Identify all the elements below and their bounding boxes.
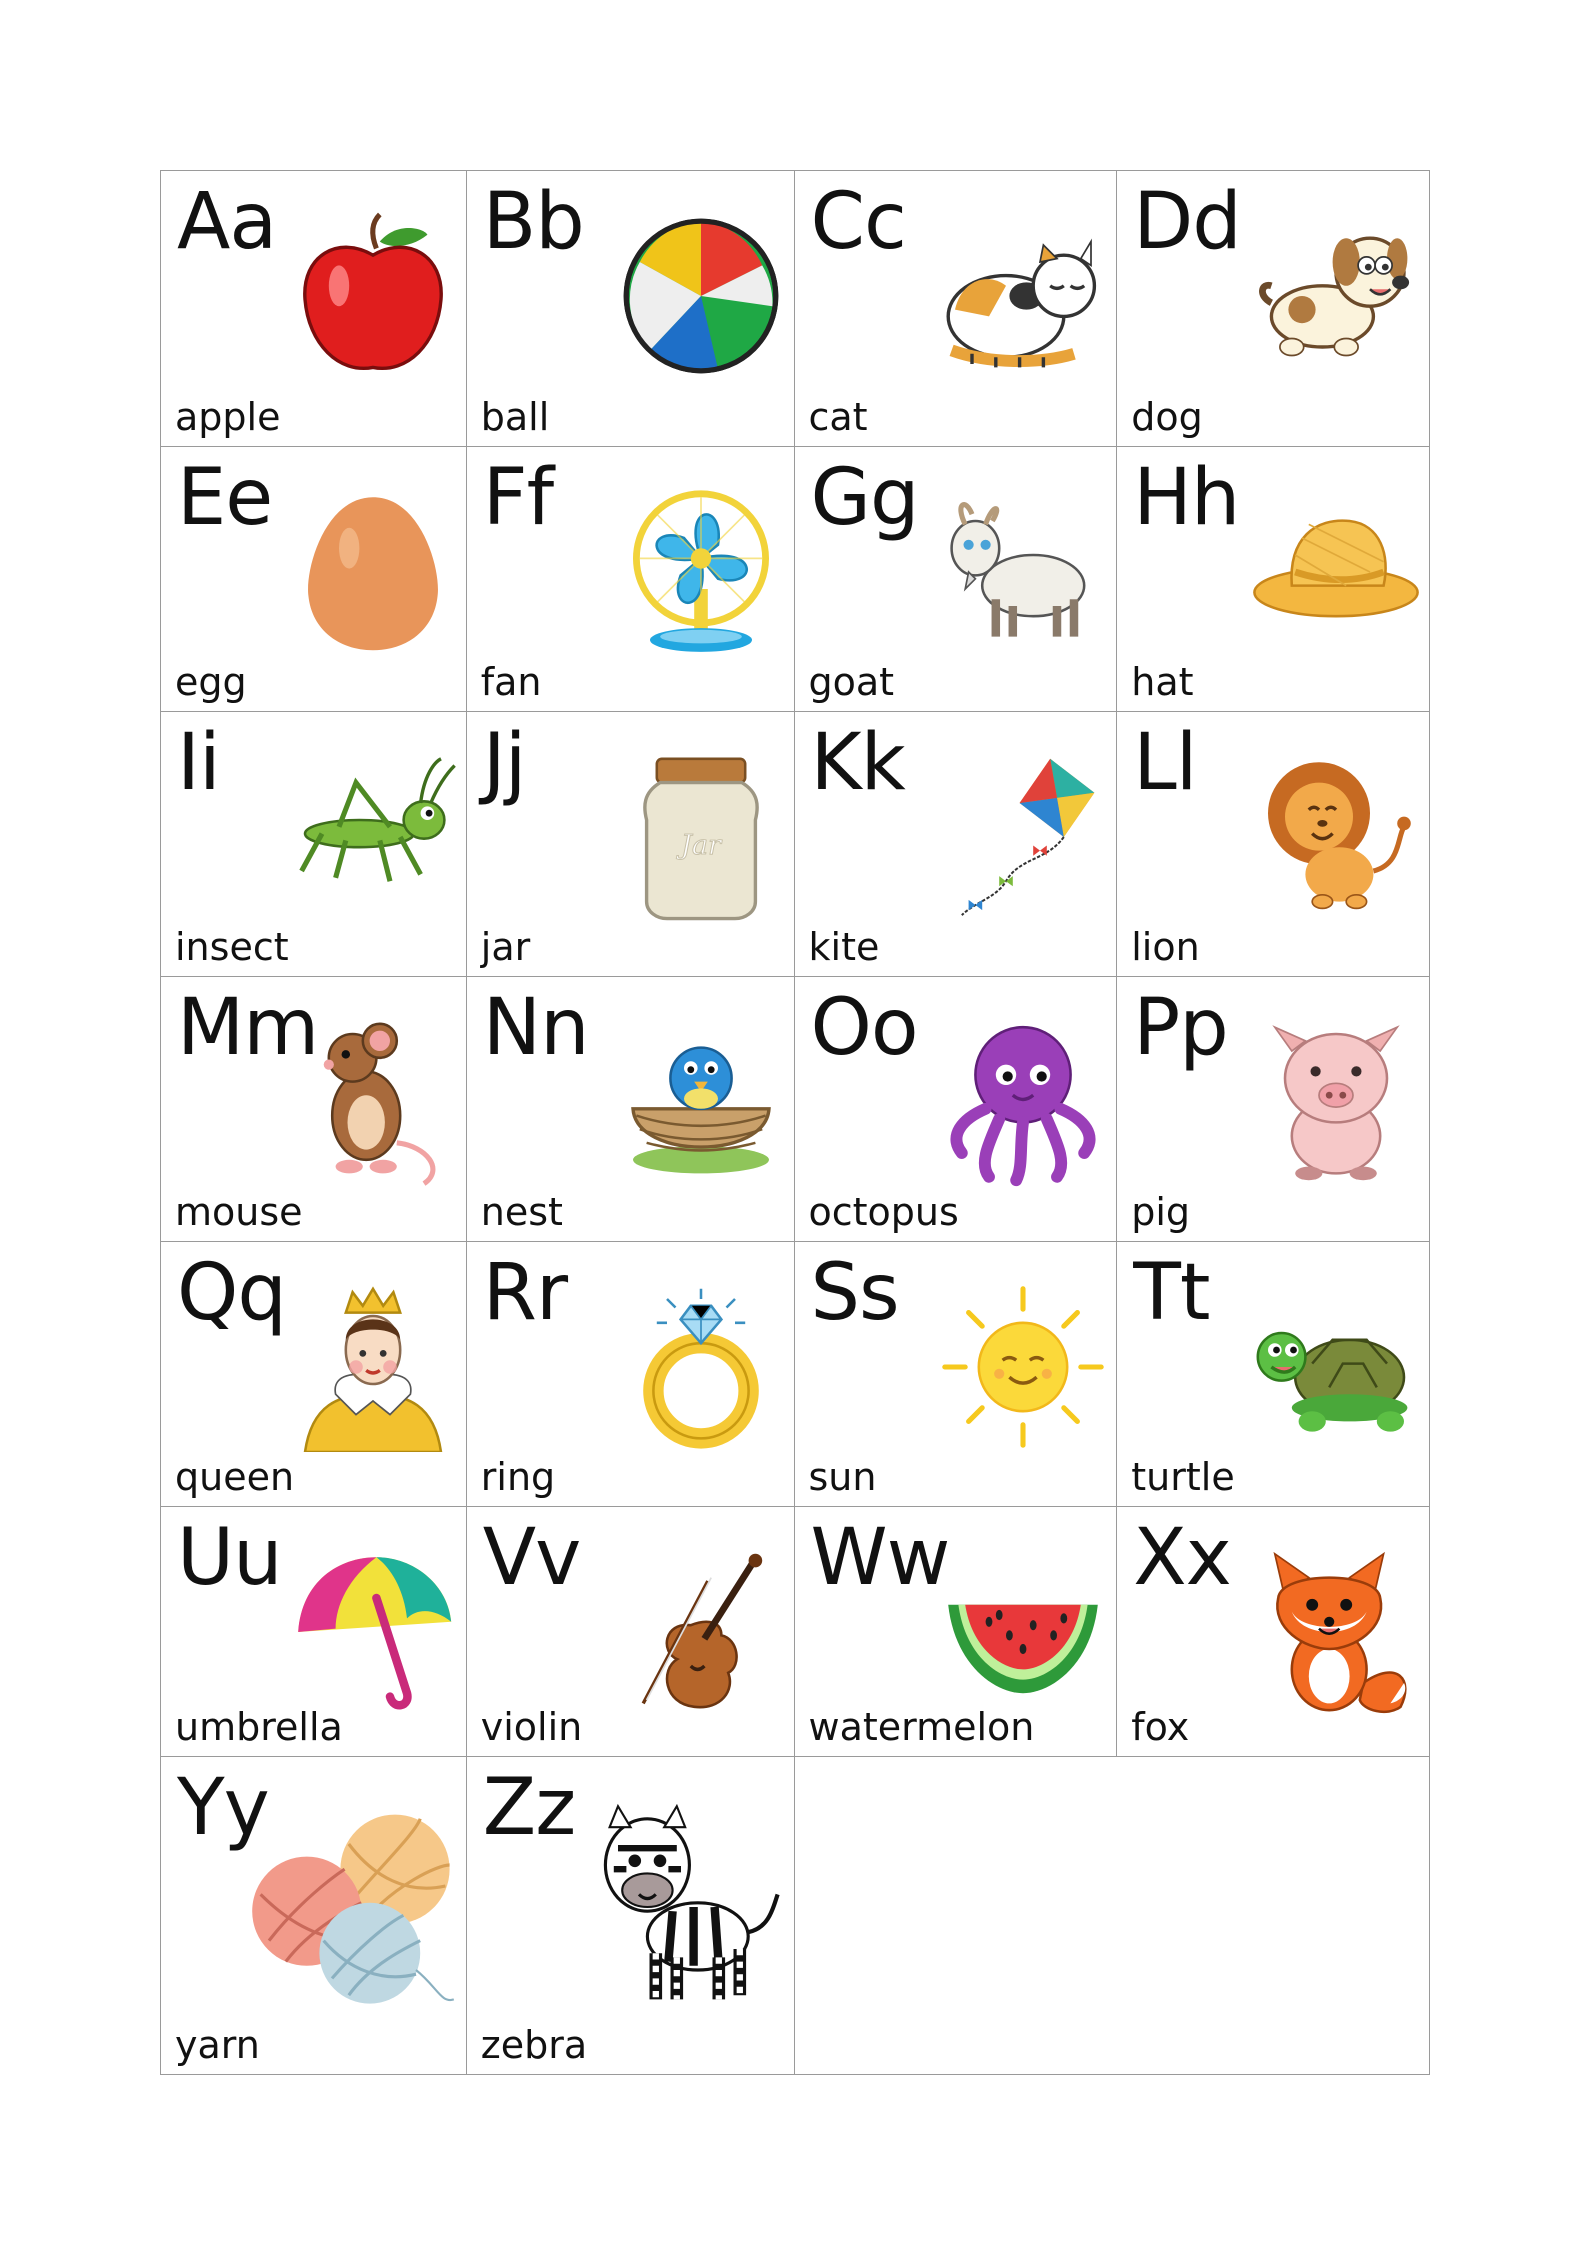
svg-text:Jar: Jar	[680, 830, 721, 861]
ring-icon	[616, 1282, 786, 1452]
letter-card-violin	[467, 1506, 795, 1756]
sun-icon	[938, 1282, 1108, 1452]
letter-card-ball	[467, 170, 795, 446]
letter-card-egg	[161, 446, 467, 711]
card-letters: Bb	[482, 177, 584, 267]
card-letters: Ll	[1133, 718, 1197, 808]
card-word: zebra	[480, 2023, 588, 2067]
chart-row	[160, 976, 1430, 1241]
card-letters: Oo	[810, 983, 918, 1073]
card-word: insect	[175, 925, 289, 969]
letter-card-hat	[1117, 446, 1430, 711]
alphabet-chart	[160, 170, 1430, 2075]
card-word: pig	[1131, 1190, 1191, 1234]
letter-card-queen	[161, 1241, 467, 1506]
card-word: umbrella	[175, 1705, 343, 1749]
card-letters: Jj	[482, 718, 526, 808]
kite-icon	[938, 752, 1108, 922]
card-letters: Nn	[482, 983, 589, 1073]
letter-card-fox	[1117, 1506, 1430, 1756]
card-letters: Ff	[482, 453, 554, 543]
card-word: violin	[480, 1705, 583, 1749]
fox-icon	[1251, 1547, 1421, 1717]
chart-row	[160, 711, 1430, 976]
egg-icon	[288, 487, 458, 657]
empty-cell	[1117, 1756, 1430, 2075]
card-word: queen	[175, 1455, 295, 1499]
card-letters: Cc	[810, 177, 906, 267]
fan-icon	[616, 487, 786, 657]
chart-row	[160, 1506, 1430, 1756]
card-word: mouse	[175, 1190, 303, 1234]
card-word: fan	[480, 660, 542, 704]
umbrella-icon	[288, 1547, 458, 1717]
letter-card-insect	[161, 711, 467, 976]
apple-icon	[288, 211, 458, 381]
letter-card-octopus	[795, 976, 1118, 1241]
letter-card-lion	[1117, 711, 1430, 976]
card-word: octopus	[808, 1190, 959, 1234]
card-letters: Ww	[810, 1513, 950, 1603]
nest-icon	[616, 1017, 786, 1187]
letter-card-turtle	[1117, 1241, 1430, 1506]
card-letters: Dd	[1133, 177, 1241, 267]
goat-icon	[938, 487, 1108, 657]
card-word: turtle	[1131, 1455, 1235, 1499]
card-letters: Zz	[482, 1763, 576, 1853]
card-letters: Yy	[177, 1763, 269, 1853]
card-letters: Rr	[482, 1248, 568, 1338]
card-letters: Hh	[1133, 453, 1240, 543]
card-word: goat	[808, 660, 895, 704]
turtle-icon	[1251, 1282, 1421, 1452]
card-word: apple	[175, 395, 281, 439]
card-word: nest	[480, 1190, 563, 1234]
card-word: kite	[808, 925, 880, 969]
card-word: dog	[1131, 395, 1203, 439]
cat-icon	[938, 211, 1108, 381]
queen-icon	[288, 1282, 458, 1452]
card-letters: Xx	[1133, 1513, 1231, 1603]
card-word: jar	[480, 925, 531, 969]
card-letters: Kk	[810, 718, 905, 808]
letter-card-fan	[467, 446, 795, 711]
card-letters: Ee	[177, 453, 273, 543]
zebra-icon	[576, 1787, 786, 2027]
letter-card-zebra	[467, 1756, 795, 2075]
card-word: cat	[808, 395, 868, 439]
card-word: hat	[1131, 660, 1194, 704]
letter-card-nest	[467, 976, 795, 1241]
violin-icon	[616, 1547, 786, 1717]
card-letters: Ii	[177, 718, 220, 808]
card-letters: Vv	[482, 1513, 581, 1603]
letter-card-pig	[1117, 976, 1430, 1241]
insect-icon	[288, 752, 458, 922]
card-letters: Mm	[177, 983, 319, 1073]
octopus-icon	[938, 1017, 1108, 1187]
letter-card-mouse	[161, 976, 467, 1241]
card-letters: Qq	[177, 1248, 286, 1338]
letter-card-yarn	[161, 1756, 467, 2075]
chart-row	[160, 170, 1430, 446]
letter-card-cat	[795, 170, 1118, 446]
letter-card-kite	[795, 711, 1118, 976]
card-letters: Tt	[1133, 1248, 1210, 1338]
dog-icon	[1251, 211, 1421, 381]
yarn-icon	[248, 1787, 458, 2027]
hat-icon	[1251, 487, 1421, 657]
chart-row	[160, 1756, 1430, 2075]
letter-card-watermelon	[795, 1506, 1118, 1756]
card-letters: Ss	[810, 1248, 899, 1338]
pig-icon	[1251, 1017, 1421, 1187]
card-word: ring	[480, 1455, 556, 1499]
letter-card-ring	[467, 1241, 795, 1506]
card-letters: Uu	[177, 1513, 282, 1603]
letter-card-dog	[1117, 170, 1430, 446]
card-word: watermelon	[808, 1705, 1035, 1749]
ball-icon	[616, 211, 786, 381]
lion-icon	[1251, 752, 1421, 922]
card-word: yarn	[175, 2023, 260, 2067]
letter-card-sun	[795, 1241, 1118, 1506]
card-letters: Aa	[177, 177, 277, 267]
watermelon-icon	[938, 1547, 1108, 1717]
chart-row	[160, 446, 1430, 711]
mouse-icon	[288, 1017, 458, 1187]
card-word: sun	[808, 1455, 877, 1499]
card-word: lion	[1131, 925, 1200, 969]
letter-card-umbrella	[161, 1506, 467, 1756]
card-letters: Pp	[1133, 983, 1228, 1073]
letter-card-apple	[161, 170, 467, 446]
chart-row	[160, 1241, 1430, 1506]
card-word: ball	[480, 395, 550, 439]
empty-cell	[795, 1756, 1118, 2075]
card-letters: Gg	[810, 453, 919, 543]
letter-card-jar	[467, 711, 795, 976]
card-word: egg	[175, 660, 247, 704]
card-word: fox	[1131, 1705, 1190, 1749]
jar-icon	[616, 752, 786, 922]
letter-card-goat	[795, 446, 1118, 711]
